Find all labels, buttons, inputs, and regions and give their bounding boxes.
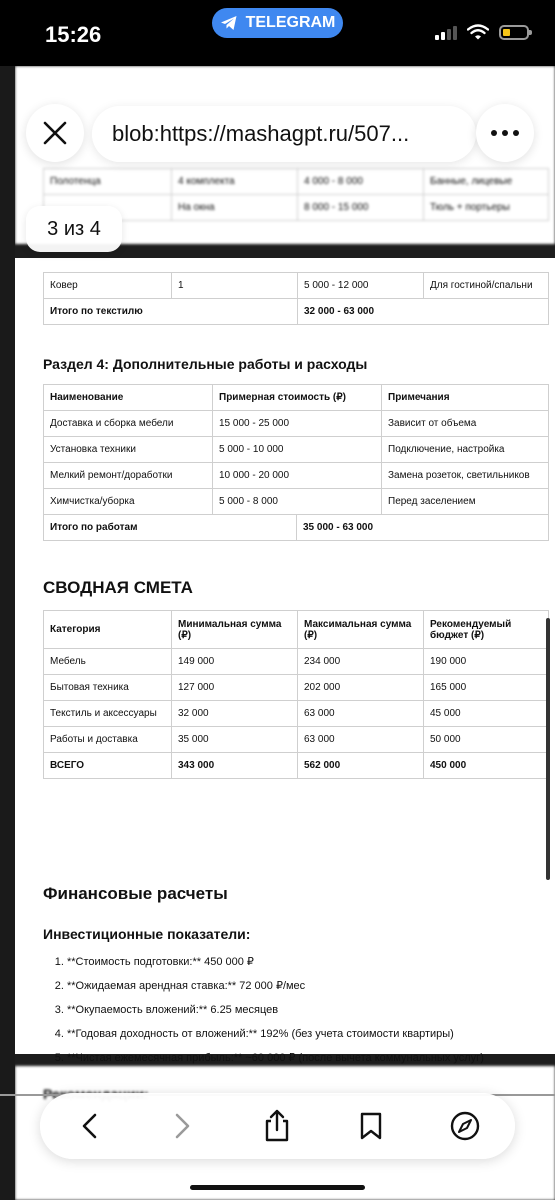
section4-total	[43, 514, 549, 541]
status-time: 15:26	[45, 22, 102, 47]
summary-table	[43, 610, 549, 779]
page-indicator	[26, 206, 122, 252]
wifi-icon	[467, 24, 489, 40]
table-header-row	[44, 611, 549, 649]
table-row	[44, 489, 549, 515]
finance-subtitle: Инвестиционные показатели:	[43, 926, 251, 942]
table-cell: Работы и доставка	[44, 727, 172, 753]
browser-toolbar	[40, 1093, 515, 1159]
table-cell: 32 000 - 63 000	[298, 299, 549, 325]
table-row	[44, 701, 549, 727]
table-cell: 234 000	[298, 649, 424, 675]
table-cell: 5 000 - 8 000	[213, 489, 382, 515]
table-cell: Химчистка/уборка	[44, 489, 213, 515]
table-cell: 190 000	[424, 649, 549, 675]
scrollbar[interactable]	[546, 618, 550, 880]
table-cell: 45 000	[424, 701, 549, 727]
table-cell: Мелкий ремонт/доработки	[44, 463, 213, 489]
table-row	[44, 169, 549, 195]
url-bar	[26, 104, 534, 166]
back-to-telegram-button[interactable]	[212, 8, 343, 38]
table-cell: 1	[172, 273, 298, 299]
back-button[interactable]	[70, 1106, 110, 1146]
status-bar	[0, 0, 555, 66]
table-header: Наименование	[44, 385, 213, 411]
table-cell: 4 000 - 8 000	[298, 169, 424, 195]
list-item: 2. **Ожидаемая арендная ставка:** 72 000 ₽/мес	[67, 974, 484, 998]
table-cell: Зависит от объема	[382, 411, 549, 437]
table-cell: Текстиль и аксессуары	[44, 701, 172, 727]
telegram-icon	[220, 15, 238, 31]
finance-list	[43, 950, 484, 1070]
list-item: 1. **Стоимость подготовки:** 450 000 ₽	[67, 950, 484, 974]
share-button[interactable]	[257, 1106, 297, 1146]
url-text: blob:https://mashagpt.ru/507...	[112, 121, 410, 146]
table-row	[44, 675, 549, 701]
chevron-left-icon	[80, 1112, 100, 1140]
table-header: Максимальная сумма (₽)	[298, 611, 424, 649]
summary-title: СВОДНАЯ СМЕТА	[43, 578, 193, 597]
table-cell: 63 000	[298, 701, 424, 727]
table-row	[44, 411, 549, 437]
more-dot-icon	[502, 130, 508, 136]
table-cell: 165 000	[424, 675, 549, 701]
table-cell: Полотенца	[44, 169, 172, 195]
close-button[interactable]	[26, 104, 84, 162]
table-cell: 562 000	[298, 753, 424, 779]
table-header: Категория	[44, 611, 172, 649]
more-dot-icon	[491, 130, 497, 136]
table-cell: 343 000	[172, 753, 298, 779]
forward-button[interactable]	[162, 1106, 202, 1146]
table-cell: 35 000 - 63 000	[297, 515, 549, 541]
battery-icon	[499, 25, 529, 40]
table-header: Примечания	[382, 385, 549, 411]
cellular-signal-icon	[435, 24, 457, 40]
table-cell: 32 000	[172, 701, 298, 727]
table-cell: 8 000 - 15 000	[298, 195, 424, 221]
table-cell: Подключение, настройка	[382, 437, 549, 463]
list-item: 3. **Окупаемость вложений:** 6.25 месяцев	[67, 998, 484, 1022]
open-in-safari-button[interactable]	[445, 1106, 485, 1146]
telegram-label: TELEGRAM	[245, 14, 336, 31]
table-total-row	[44, 515, 549, 541]
table-cell: 202 000	[298, 675, 424, 701]
system-icons	[435, 24, 529, 40]
table-cell: 35 000	[172, 727, 298, 753]
table-cell: Мебель	[44, 649, 172, 675]
table-cell: Тюль + портьеры	[424, 195, 549, 221]
bookmark-icon	[359, 1111, 383, 1141]
page-indicator-text: 3 из 4	[47, 217, 101, 240]
table-cell: 5 000 - 12 000	[298, 273, 424, 299]
table-cell: 149 000	[172, 649, 298, 675]
table-cell: Перед заселением	[382, 489, 549, 515]
chevron-right-icon	[172, 1112, 192, 1140]
table-cell: 5 000 - 10 000	[213, 437, 382, 463]
table-cell: 63 000	[298, 727, 424, 753]
close-icon	[42, 120, 68, 146]
table-total-row	[44, 299, 549, 325]
table-cell: Доставка и сборка мебели	[44, 411, 213, 437]
table-row	[44, 273, 549, 299]
table-row	[44, 727, 549, 753]
section4-table	[43, 384, 549, 515]
table-cell: 15 000 - 25 000	[213, 411, 382, 437]
url-field[interactable]	[92, 106, 476, 162]
more-options-button[interactable]	[476, 104, 534, 162]
list-item: 5. **Чистая ежемесячная прибыль:** ~60 000 ₽ (после вычета коммунальных услуг)	[67, 1046, 484, 1070]
table-header-row	[44, 385, 549, 411]
share-icon	[262, 1109, 292, 1143]
section4-title: Раздел 4: Дополнительные работы и расходы	[43, 356, 368, 372]
table-row	[44, 649, 549, 675]
table-header: Минимальная сумма (₽)	[172, 611, 298, 649]
table-cell: Установка техники	[44, 437, 213, 463]
table-total-row	[44, 753, 549, 779]
table-row	[44, 463, 549, 489]
table-cell: Для гостиной/спальни	[424, 273, 549, 299]
document-page-3	[15, 258, 555, 1064]
finance-title: Финансовые расчеты	[43, 884, 228, 903]
table-cell: Замена розеток, светильников	[382, 463, 549, 489]
table-cell: Банные, лицевые	[424, 169, 549, 195]
table-cell: 50 000	[424, 727, 549, 753]
table-cell: ВСЕГО	[44, 753, 172, 779]
list-item: 4. **Годовая доходность от вложений:** 192% (без учета стоимости квартиры)	[67, 1022, 484, 1046]
textile-table-tail	[43, 272, 549, 325]
table-cell: 10 000 - 20 000	[213, 463, 382, 489]
table-cell: На окна	[172, 195, 298, 221]
bookmark-button[interactable]	[351, 1106, 391, 1146]
table-cell: 4 комплекта	[172, 169, 298, 195]
table-header: Примерная стоимость (₽)	[213, 385, 382, 411]
table-cell: Итого по работам	[44, 515, 297, 541]
more-dot-icon	[513, 130, 519, 136]
table-cell: Итого по текстилю	[44, 299, 298, 325]
table-cell: 450 000	[424, 753, 549, 779]
table-header: Рекомендуемый бюджет (₽)	[424, 611, 549, 649]
compass-icon	[449, 1110, 481, 1142]
table-cell: 127 000	[172, 675, 298, 701]
home-indicator[interactable]	[190, 1185, 365, 1190]
table-row	[44, 437, 549, 463]
table-cell: Ковер	[44, 273, 172, 299]
table-cell: Бытовая техника	[44, 675, 172, 701]
